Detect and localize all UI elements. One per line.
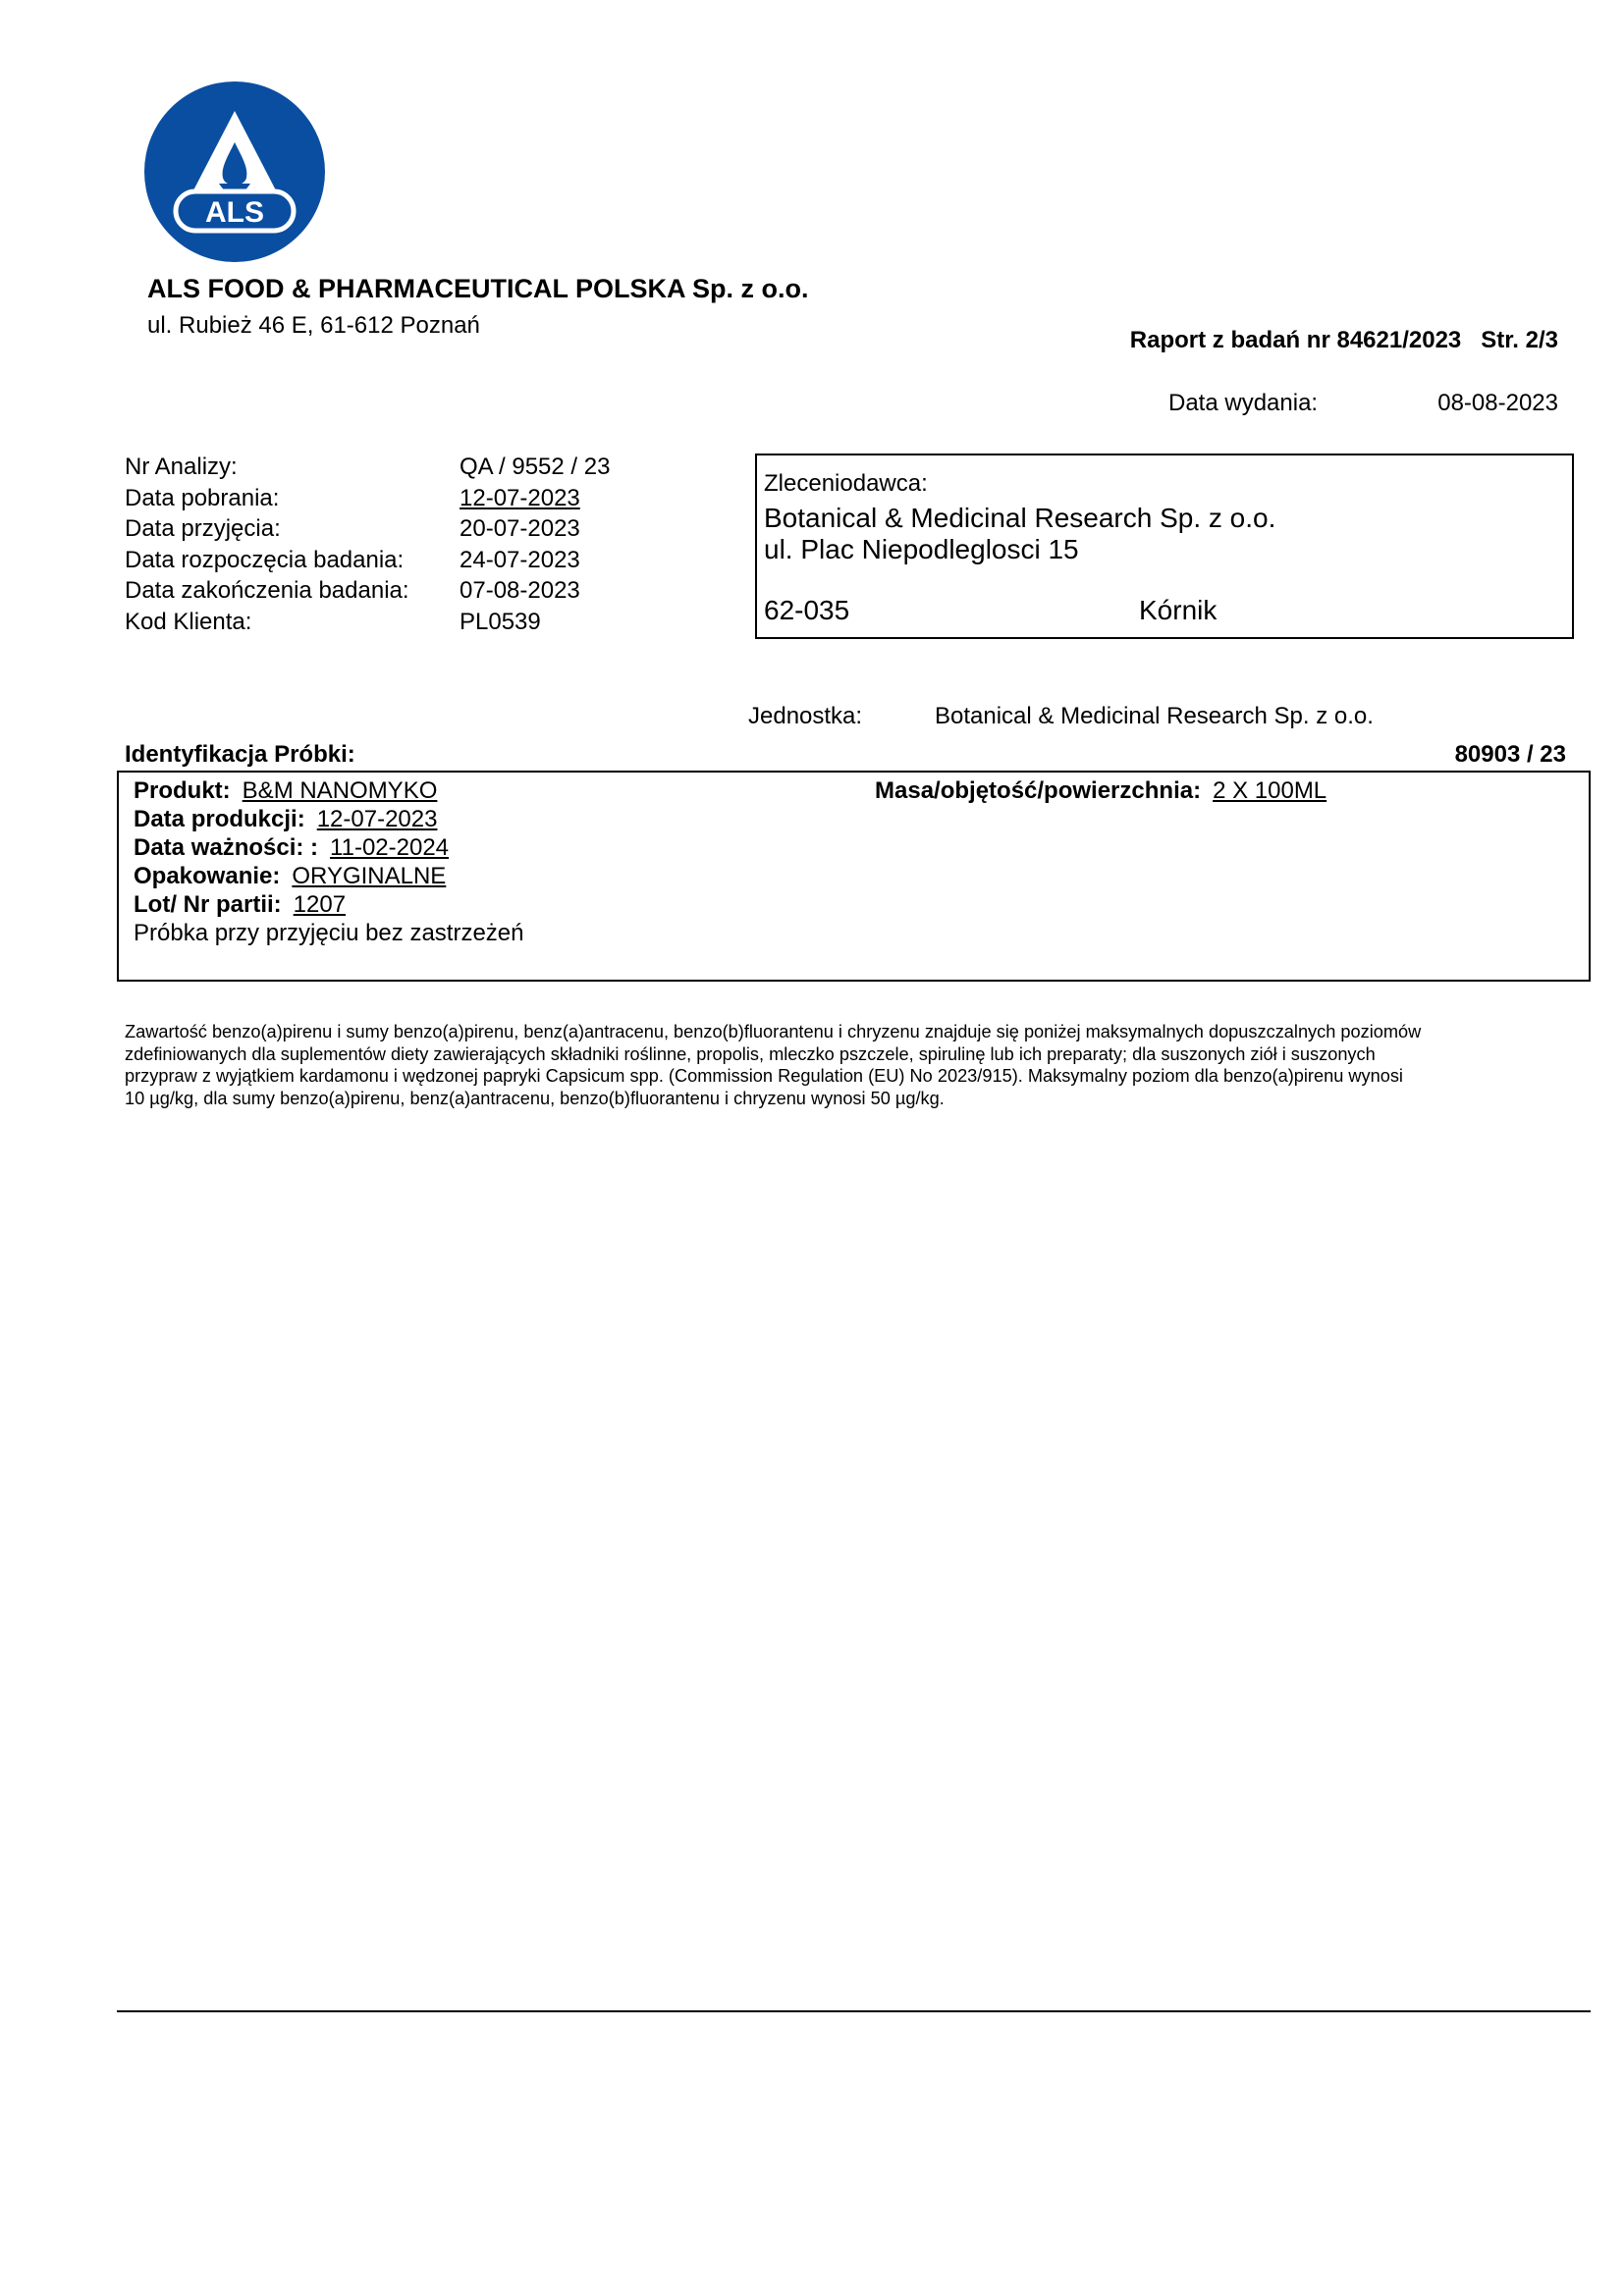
mass-label: Masa/objętość/powierzchnia:	[875, 777, 1202, 804]
sample-id-label: Identyfikacja Próbki:	[125, 741, 355, 768]
sample-box	[117, 771, 1591, 982]
sample-packaging	[134, 862, 524, 890]
meta-row-end-date	[125, 575, 610, 607]
expiry-date-value: 11-02-2024	[330, 834, 450, 861]
sample-note: Próbka przy przyjęciu bez zastrzeżeń	[134, 920, 524, 946]
meta-value: QA / 9552 / 23	[460, 454, 611, 480]
issue-date-value: 08-08-2023	[1437, 390, 1558, 416]
meta-label: Data pobrania:	[125, 484, 280, 511]
meta-label: Nr Analizy:	[125, 454, 238, 480]
sample-lot	[134, 890, 524, 919]
meta-row-sampling-date	[125, 483, 610, 514]
footnote-line: zdefiniowanych dla suplementów diety zawierających składniki roślinne, propolis, mleczko pszczele, spirulinę lub ich preparaty; dla suszonych ziół i suszonych	[125, 1043, 1376, 1064]
als-logo-graphic	[144, 81, 325, 262]
packaging-value: ORYGINALNE	[292, 863, 447, 889]
meta-value: PL0539	[460, 608, 541, 635]
expiry-date-label: Data ważności: :	[134, 834, 319, 861]
meta-row-receipt-date	[125, 513, 610, 545]
product-value: B&M NANOMYKO	[242, 777, 438, 804]
sample-product	[134, 776, 524, 805]
meta-label: Data zakończenia badania:	[125, 577, 409, 605]
meta-label: Kod Klienta:	[125, 608, 252, 635]
client-box	[755, 454, 1574, 639]
footnote-line: Zawartość benzo(a)pirenu i sumy benzo(a)pirenu, benz(a)antracenu, benzo(b)fluorantenu i chryzenu znajduje się poniżej maksymalnych dopuszczalnych poziomów	[125, 1022, 1422, 1041]
lot-label: Lot/ Nr partii:	[134, 891, 282, 918]
report-title: Raport z badań nr 84621/2023 Str. 2/3	[1129, 327, 1558, 353]
company-address: ul. Rubież 46 E, 61-612 Poznań	[147, 312, 480, 339]
sample-id-value: 80903 / 23	[1454, 741, 1566, 768]
unit-label: Jednostka:	[748, 703, 863, 729]
product-label: Produkt:	[134, 777, 231, 804]
issue-date-label: Data wydania:	[1168, 390, 1319, 416]
lot-value: 1207	[293, 891, 347, 918]
meta-value: 24-07-2023	[460, 546, 580, 573]
client-city: Kórnik	[1139, 595, 1218, 625]
bottom-divider	[117, 2010, 1591, 2012]
unit-value: Botanical & Medicinal Research Sp. z o.o.	[935, 703, 1374, 729]
footnote-line: przypraw z wyjątkiem kardamonu i wędzonej papryki Capsicum spp. (Commission Regulation (EU) No 2023/915). Maksymalny poziom dla benzo(a)pirenu wynosi	[125, 1066, 1403, 1086]
als-logo	[144, 81, 325, 262]
meta-value: 07-08-2023	[460, 577, 580, 605]
analysis-metadata	[125, 452, 610, 638]
meta-value: 20-07-2023	[460, 515, 580, 543]
production-date-label: Data produkcji:	[134, 806, 305, 832]
sample-expiry-date	[134, 833, 524, 862]
meta-row-start-date	[125, 545, 610, 576]
client-zip: 62-035	[764, 595, 850, 625]
sample-details	[134, 776, 524, 947]
mass-value: 2 X 100ML	[1213, 777, 1327, 804]
sample-production-date	[134, 805, 524, 833]
footnote	[125, 1021, 1539, 1109]
meta-row-client-code	[125, 607, 610, 638]
packaging-label: Opakowanie:	[134, 863, 281, 889]
company-name: ALS FOOD & PHARMACEUTICAL POLSKA Sp. z o.o.	[147, 274, 809, 303]
client-name: Botanical & Medicinal Research Sp. z o.o.	[764, 503, 1276, 533]
sample-mass	[875, 776, 1326, 805]
svg-text:ALS: ALS	[205, 196, 264, 229]
meta-label: Data rozpoczęcia badania:	[125, 546, 405, 573]
client-street: ul. Plac Niepodleglosci 15	[764, 534, 1079, 564]
meta-value: 12-07-2023	[460, 484, 580, 511]
client-label: Zleceniodawca:	[764, 470, 928, 497]
footnote-line: 10 µg/kg, dla sumy benzo(a)pirenu, benz(a)antracenu, benzo(b)fluorantenu i chryzenu wynosi 50 µg/kg.	[125, 1088, 945, 1108]
production-date-value: 12-07-2023	[316, 806, 438, 832]
meta-label: Data przyjęcia:	[125, 515, 281, 543]
meta-row-analysis-number	[125, 452, 610, 483]
